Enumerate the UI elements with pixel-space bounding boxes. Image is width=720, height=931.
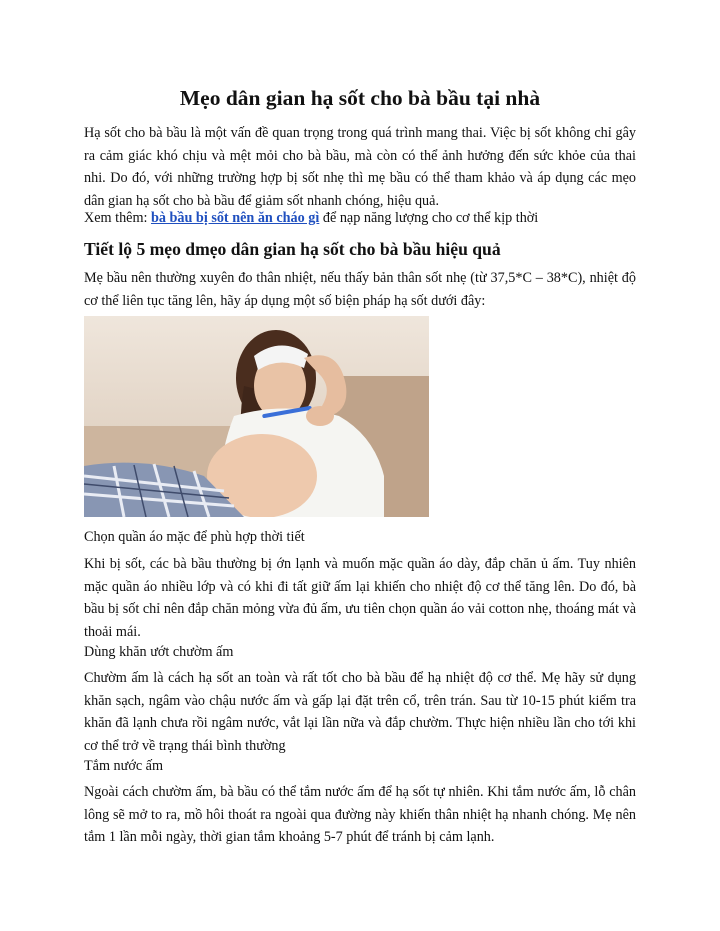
tip-1-title: Chọn quần áo mặc để phù hợp thời tiết	[84, 529, 305, 545]
tip-1-body: Khi bị sốt, các bà bầu thường bị ớn lạnh và muốn mặc quần áo dày, đắp chăn ủ ấm. Tuy nhiên mặc quần áo nhiều lớp và có khi đi tất giữ ấm lại khiến cho nhiệt độ cơ thể tăng lên. Do đó, bà bầu bị sốt chỉ nên đắp chăn mỏng vừa đủ ấm, ưu tiên chọn quần áo vải cotton nhẹ, thoáng mát và thoải mái.	[84, 556, 636, 640]
tip-3-body: Ngoài cách chườm ấm, bà bầu có thể tắm nước ấm để hạ sốt tự nhiên. Khi tắm nước ấm, lỗ chân lông sẽ mở to ra, mồ hôi thoát ra ngoài qua đường này khiến thân nhiệt hạ nhanh chóng. Mẹ nên tắm 1 lần mỗi ngày, thời gian tắm khoảng 5-7 phút để tránh bị cảm lạnh.	[84, 784, 636, 845]
see-also-suffix: để nạp năng lượng cho cơ thể kịp thời	[319, 210, 539, 226]
intro-paragraph: Hạ sốt cho bà bầu là một vấn đề quan trọng trong quá trình mang thai. Việc bị sốt không chỉ gây ra cảm giác khó chịu và mệt mỏi cho bà bầu, mà còn có thể ảnh hưởng đến sức khỏe của thai nhi. Do đó, với những trường hợp bị sốt nhẹ thì mẹ bầu có thể tham khảo và áp dụng các mẹo dân gian hạ sốt cho bà bầu để giảm sốt nhanh chóng, hiệu quả.	[84, 125, 636, 209]
tip-2-title: Dùng khăn ướt chườm ấm	[84, 644, 234, 660]
pregnant-woman-photo	[84, 316, 429, 517]
section-heading: Tiết lộ 5 mẹo dmẹo dân gian hạ sốt cho bà bầu hiệu quả	[84, 239, 501, 259]
article-title: Mẹo dân gian hạ sốt cho bà bầu tại nhà	[179, 86, 541, 110]
see-also-line	[84, 207, 636, 230]
see-also-prefix: Xem thêm:	[84, 210, 151, 226]
tip-2-body: Chườm ấm là cách hạ sốt an toàn và rất tốt cho bà bầu để hạ nhiệt độ cơ thể. Mẹ hãy sử dụng khăn sạch, ngâm vào chậu nước ấm và gấp lại đặt trên cổ, trên trán. Sau từ 10-15 phút kiểm tra khăn đã lạnh chưa rồi ngâm nước, vắt lại lần nữa và đắp chườm. Thực hiện nhiều lần cho tới khi cơ thể trở về trạng thái bình thường	[84, 670, 636, 754]
section-intro: Mẹ bầu nên thường xuyên đo thân nhiệt, nếu thấy bản thân sốt nhẹ (từ 37,5*C – 38*C), nhiệt độ cơ thể liên tục tăng lên, hãy áp dụng một số biện pháp hạ sốt dưới đây:	[84, 270, 636, 309]
tip-3-title: Tắm nước ấm	[84, 758, 164, 774]
see-also-link[interactable]: bà bầu bị sốt nên ăn cháo gì	[150, 210, 320, 226]
